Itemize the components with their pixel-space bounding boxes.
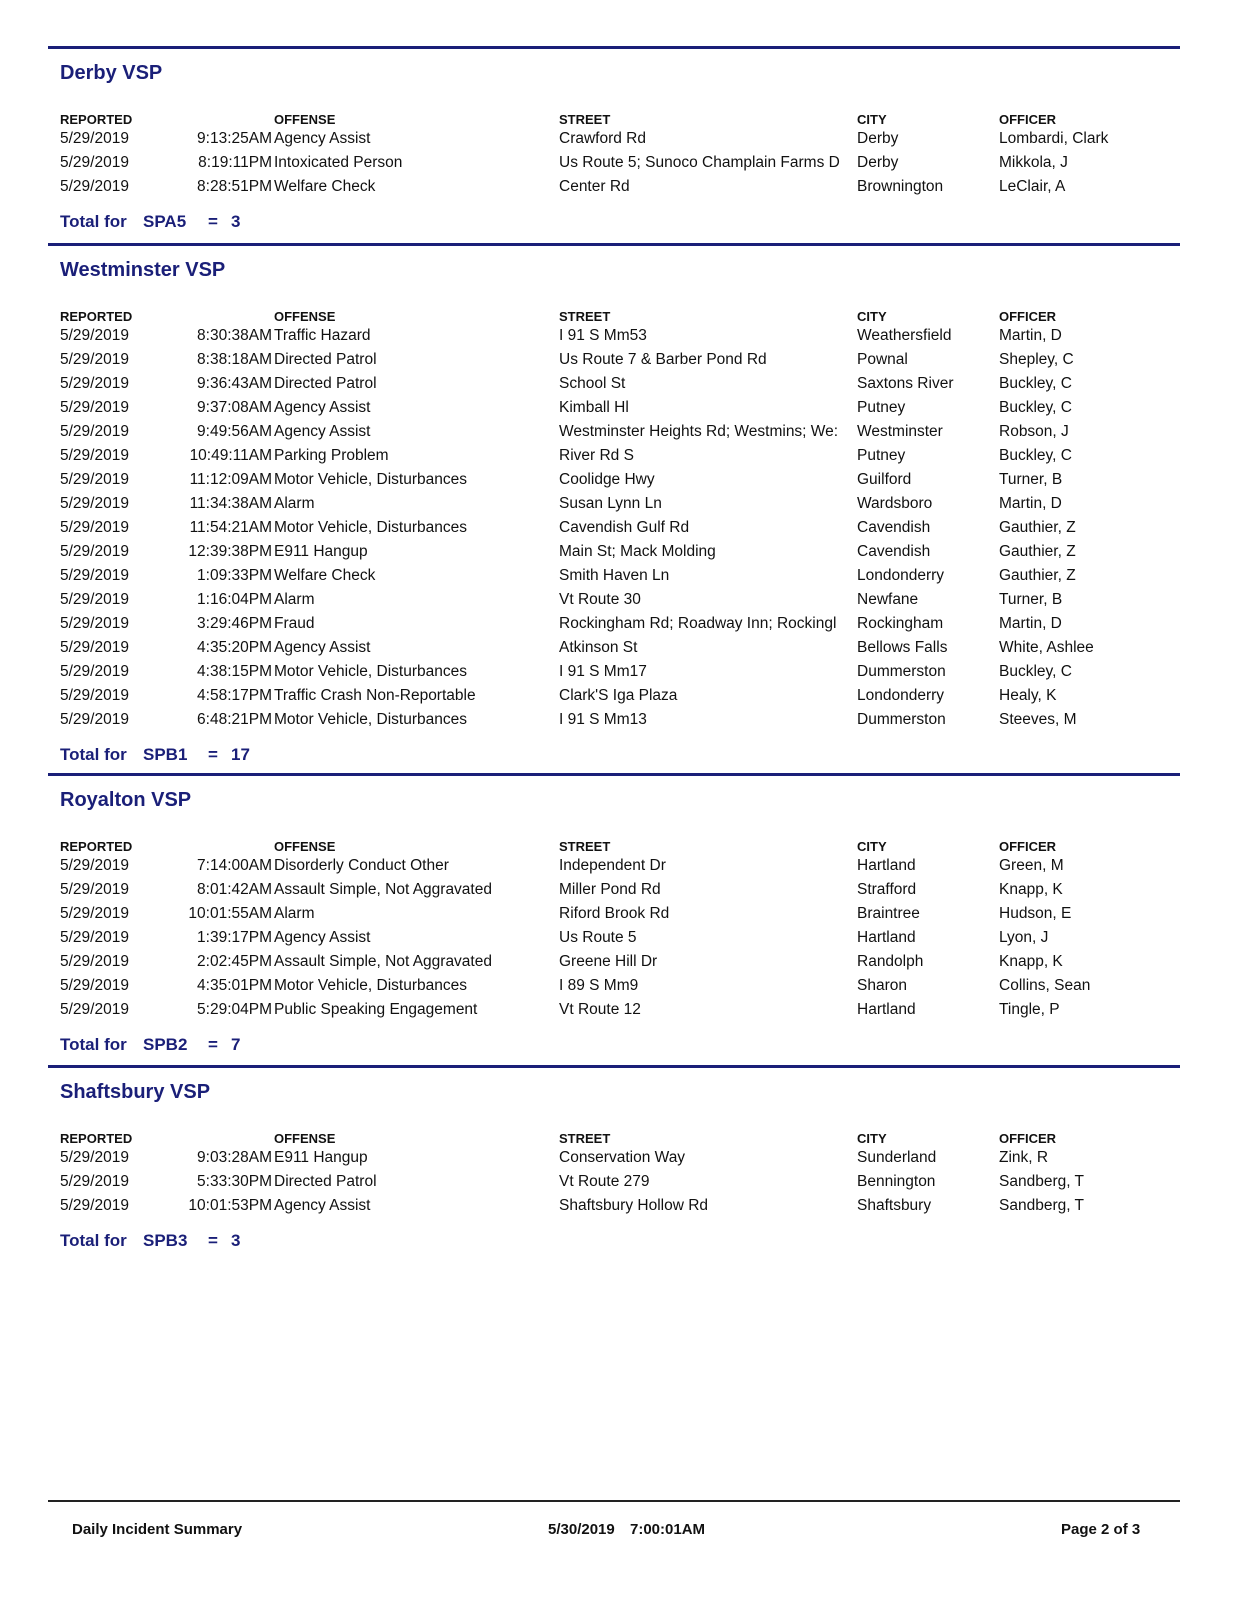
reported-date: 5/29/2019: [60, 687, 129, 704]
street-cell: Susan Lynn Ln: [559, 495, 662, 512]
table-row: [60, 1197, 1170, 1221]
city-cell: Brownington: [857, 178, 944, 195]
city-cell: Strafford: [857, 881, 917, 898]
offense-cell: Fraud: [274, 615, 315, 632]
table-row: [60, 495, 1170, 519]
street-cell: Crawford Rd: [559, 130, 646, 147]
officer-cell: Shepley, C: [999, 351, 1074, 368]
city-cell: Hartland: [857, 857, 916, 874]
street-cell: Vt Route 279: [559, 1173, 650, 1190]
section-westminster: [48, 243, 1180, 764]
column-header-reported: REPORTED: [60, 309, 133, 324]
city-cell: Cavendish: [857, 543, 931, 560]
table-row: [60, 178, 1170, 202]
city-cell: Hartland: [857, 929, 916, 946]
officer-cell: Buckley, C: [999, 447, 1072, 464]
incident-table: [60, 307, 1170, 735]
reported-time: 6:48:21PM: [197, 711, 272, 728]
officer-cell: Steeves, M: [999, 711, 1077, 728]
reported-time: 8:28:51PM: [197, 178, 272, 195]
reported-date: 5/29/2019: [60, 711, 129, 728]
reported-time: 4:38:15PM: [197, 663, 272, 680]
section-shaftsbury: [48, 1065, 1180, 1250]
offense-cell: Motor Vehicle, Disturbances: [274, 519, 467, 536]
section-royalton: [48, 773, 1180, 1054]
reported-time: 10:01:53PM: [188, 1197, 272, 1214]
table-row: [60, 663, 1170, 687]
reported-date: 5/29/2019: [60, 130, 129, 147]
officer-cell: Martin, D: [999, 327, 1062, 344]
reported-date: 5/29/2019: [60, 881, 129, 898]
street-cell: River Rd S: [559, 447, 634, 464]
officer-cell: Knapp, K: [999, 881, 1063, 898]
reported-time: 1:09:33PM: [197, 567, 272, 584]
total-label: Total for: [60, 745, 127, 764]
city-cell: Dummerston: [857, 711, 946, 728]
column-header-offense: OFFENSE: [274, 309, 336, 324]
reported-time: 2:02:45PM: [197, 953, 272, 970]
reported-date: 5/29/2019: [60, 178, 129, 195]
column-header-reported: REPORTED: [60, 839, 133, 854]
table-row: [60, 154, 1170, 178]
table-row: [60, 519, 1170, 543]
table-header: [60, 837, 1170, 857]
reported-date: 5/29/2019: [60, 1197, 129, 1214]
offense-cell: Directed Patrol: [274, 1173, 377, 1190]
table-row: [60, 471, 1170, 495]
offense-cell: Assault Simple, Not Aggravated: [274, 881, 492, 898]
reported-date: 5/29/2019: [60, 929, 129, 946]
reported-time: 5:29:04PM: [197, 1001, 272, 1018]
column-header-reported: REPORTED: [60, 112, 133, 127]
section-divider: [48, 46, 1180, 49]
street-cell: Atkinson St: [559, 639, 638, 656]
footer-page-number: Page 2 of 3: [1061, 1521, 1141, 1538]
officer-cell: Zink, R: [999, 1149, 1049, 1166]
incident-table: [60, 1129, 1170, 1221]
reported-date: 5/29/2019: [60, 423, 129, 440]
offense-cell: Welfare Check: [274, 178, 376, 195]
total-equals: =: [208, 745, 218, 764]
officer-cell: Turner, B: [999, 591, 1063, 608]
offense-cell: Agency Assist: [274, 423, 371, 440]
officer-cell: Healy, K: [999, 687, 1057, 704]
reported-time: 9:13:25AM: [197, 130, 272, 147]
reported-date: 5/29/2019: [60, 639, 129, 656]
offense-cell: E911 Hangup: [274, 543, 368, 560]
street-cell: I 89 S Mm9: [559, 977, 639, 994]
table-row: [60, 543, 1170, 567]
footer-report-name: Daily Incident Summary: [72, 1521, 243, 1538]
street-cell: Independent Dr: [559, 857, 666, 874]
reported-time: 5:33:30PM: [197, 1173, 272, 1190]
city-cell: Randolph: [857, 953, 924, 970]
street-cell: School St: [559, 375, 626, 392]
column-header-reported: REPORTED: [60, 1131, 133, 1146]
officer-cell: Sandberg, T: [999, 1197, 1085, 1214]
table-row: [60, 615, 1170, 639]
city-cell: Wardsboro: [857, 495, 933, 512]
table-row: [60, 929, 1170, 953]
officer-cell: White, Ashlee: [999, 639, 1094, 656]
offense-cell: Parking Problem: [274, 447, 389, 464]
street-cell: Cavendish Gulf Rd: [559, 519, 690, 536]
street-cell: Riford Brook Rd: [559, 905, 670, 922]
city-cell: Cavendish: [857, 519, 931, 536]
column-header-street: STREET: [559, 309, 611, 324]
column-header-city: CITY: [857, 839, 887, 854]
table-row: [60, 567, 1170, 591]
reported-date: 5/29/2019: [60, 905, 129, 922]
city-cell: Derby: [857, 130, 899, 147]
offense-cell: Welfare Check: [274, 567, 376, 584]
reported-time: 9:49:56AM: [197, 423, 272, 440]
total-count: 3: [231, 212, 241, 231]
reported-time: 1:39:17PM: [197, 929, 272, 946]
reported-date: 5/29/2019: [60, 1001, 129, 1018]
table-row: [60, 591, 1170, 615]
offense-cell: Motor Vehicle, Disturbances: [274, 663, 467, 680]
offense-cell: Directed Patrol: [274, 351, 377, 368]
offense-cell: Agency Assist: [274, 639, 371, 656]
street-cell: Greene Hill Dr: [559, 953, 658, 970]
reported-time: 9:37:08AM: [197, 399, 272, 416]
reported-date: 5/29/2019: [60, 399, 129, 416]
column-header-street: STREET: [559, 1131, 611, 1146]
city-cell: Bellows Falls: [857, 639, 948, 656]
reported-time: 7:14:00AM: [197, 857, 272, 874]
reported-time: 8:01:42AM: [197, 881, 272, 898]
street-cell: Smith Haven Ln: [559, 567, 670, 584]
city-cell: Putney: [857, 399, 906, 416]
incident-table: [60, 110, 1170, 202]
officer-cell: LeClair, A: [999, 178, 1066, 195]
street-cell: Shaftsbury Hollow Rd: [559, 1197, 709, 1214]
reported-time: 1:16:04PM: [197, 591, 272, 608]
section-title: Derby VSP: [60, 62, 163, 84]
offense-cell: Agency Assist: [274, 929, 371, 946]
city-cell: Shaftsbury: [857, 1197, 932, 1214]
reported-date: 5/29/2019: [60, 495, 129, 512]
reported-date: 5/29/2019: [60, 519, 129, 536]
column-header-street: STREET: [559, 112, 611, 127]
street-cell: Rockingham Rd; Roadway Inn; Rockingl: [559, 615, 837, 632]
table-row: [60, 1001, 1170, 1025]
city-cell: Braintree: [857, 905, 920, 922]
street-cell: I 91 S Mm53: [559, 327, 647, 344]
reported-date: 5/29/2019: [60, 154, 129, 171]
reported-date: 5/29/2019: [60, 1149, 129, 1166]
total-count: 17: [231, 745, 250, 764]
reported-date: 5/29/2019: [60, 543, 129, 560]
officer-cell: Tingle, P: [999, 1001, 1060, 1018]
city-cell: Westminster: [857, 423, 943, 440]
city-cell: Newfane: [857, 591, 919, 608]
officer-cell: Hudson, E: [999, 905, 1072, 922]
reported-date: 5/29/2019: [60, 327, 129, 344]
offense-cell: Motor Vehicle, Disturbances: [274, 711, 467, 728]
city-cell: Pownal: [857, 351, 908, 368]
total-count: 3: [231, 1231, 241, 1250]
officer-cell: Buckley, C: [999, 399, 1072, 416]
officer-cell: Sandberg, T: [999, 1173, 1085, 1190]
offense-cell: Motor Vehicle, Disturbances: [274, 977, 467, 994]
column-header-city: CITY: [857, 1131, 887, 1146]
city-cell: Dummerston: [857, 663, 946, 680]
officer-cell: Mikkola, J: [999, 154, 1068, 171]
footer-divider: [48, 1500, 1180, 1502]
total-code: SPB1: [143, 745, 188, 764]
offense-cell: E911 Hangup: [274, 1149, 368, 1166]
total-equals: =: [208, 212, 218, 231]
offense-cell: Agency Assist: [274, 1197, 371, 1214]
city-cell: Rockingham: [857, 615, 944, 632]
section-title: Shaftsbury VSP: [60, 1081, 211, 1103]
reported-date: 5/29/2019: [60, 591, 129, 608]
offense-cell: Agency Assist: [274, 130, 371, 147]
incident-table: [60, 837, 1170, 1025]
city-cell: Derby: [857, 154, 899, 171]
street-cell: Main St; Mack Molding: [559, 543, 716, 560]
street-cell: Miller Pond Rd: [559, 881, 661, 898]
reported-date: 5/29/2019: [60, 567, 129, 584]
reported-date: 5/29/2019: [60, 1173, 129, 1190]
table-row: [60, 857, 1170, 881]
section-divider: [48, 1065, 1180, 1068]
table-row: [60, 375, 1170, 399]
officer-cell: Collins, Sean: [999, 977, 1091, 994]
reported-time: 8:30:38AM: [197, 327, 272, 344]
table-row: [60, 327, 1170, 351]
table-row: [60, 711, 1170, 735]
offense-cell: Traffic Crash Non-Reportable: [274, 687, 476, 704]
table-row: [60, 977, 1170, 1001]
offense-cell: Assault Simple, Not Aggravated: [274, 953, 492, 970]
total-label: Total for: [60, 1231, 127, 1250]
column-header-city: CITY: [857, 309, 887, 324]
officer-cell: Lombardi, Clark: [999, 130, 1109, 147]
street-cell: I 91 S Mm13: [559, 711, 647, 728]
table-row: [60, 881, 1170, 905]
offense-cell: Intoxicated Person: [274, 154, 403, 171]
street-cell: Vt Route 12: [559, 1001, 641, 1018]
table-row: [60, 447, 1170, 471]
offense-cell: Traffic Hazard: [274, 327, 371, 344]
reported-date: 5/29/2019: [60, 663, 129, 680]
offense-cell: Agency Assist: [274, 399, 371, 416]
offense-cell: Alarm: [274, 495, 315, 512]
table-row: [60, 1173, 1170, 1197]
city-cell: Guilford: [857, 471, 912, 488]
reported-time: 12:39:38PM: [188, 543, 272, 560]
footer-printed-date: 5/30/2019: [548, 1521, 615, 1538]
column-header-officer: OFFICER: [999, 839, 1057, 854]
total-equals: =: [208, 1035, 218, 1054]
officer-cell: Martin, D: [999, 615, 1062, 632]
reported-date: 5/29/2019: [60, 471, 129, 488]
street-cell: Kimball Hl: [559, 399, 629, 416]
city-cell: Hartland: [857, 1001, 916, 1018]
total-code: SPB2: [143, 1035, 188, 1054]
reported-time: 8:38:18AM: [197, 351, 272, 368]
officer-cell: Gauthier, Z: [999, 543, 1076, 560]
offense-cell: Alarm: [274, 591, 315, 608]
table-row: [60, 905, 1170, 929]
table-row: [60, 351, 1170, 375]
column-header-officer: OFFICER: [999, 1131, 1057, 1146]
officer-cell: Turner, B: [999, 471, 1063, 488]
officer-cell: Buckley, C: [999, 375, 1072, 392]
table-row: [60, 639, 1170, 663]
table-header: [60, 307, 1170, 327]
officer-cell: Gauthier, Z: [999, 567, 1076, 584]
reported-time: 9:36:43AM: [197, 375, 272, 392]
table-row: [60, 423, 1170, 447]
total-code: SPA5: [143, 212, 187, 231]
table-row: [60, 130, 1170, 154]
total-equals: =: [208, 1231, 218, 1250]
reported-time: 9:03:28AM: [197, 1149, 272, 1166]
reported-time: 10:49:11AM: [189, 447, 272, 464]
street-cell: Us Route 7 & Barber Pond Rd: [559, 351, 767, 368]
reported-time: 11:34:38AM: [189, 495, 272, 512]
city-cell: Sharon: [857, 977, 907, 994]
city-cell: Weathersfield: [857, 327, 952, 344]
reported-time: 4:35:20PM: [197, 639, 272, 656]
reported-time: 4:35:01PM: [197, 977, 272, 994]
city-cell: Londonderry: [857, 567, 945, 584]
city-cell: Sunderland: [857, 1149, 937, 1166]
officer-cell: Knapp, K: [999, 953, 1063, 970]
footer-printed-time: 7:00:01AM: [630, 1521, 706, 1538]
officer-cell: Robson, J: [999, 423, 1069, 440]
reported-time: 11:54:21AM: [189, 519, 272, 536]
table-row: [60, 1149, 1170, 1173]
total-label: Total for: [60, 212, 127, 231]
street-cell: Westminster Heights Rd; Westmins; We:: [559, 423, 839, 440]
city-cell: Saxtons River: [857, 375, 954, 392]
column-header-offense: OFFENSE: [274, 839, 336, 854]
street-cell: Us Route 5; Sunoco Champlain Farms D: [559, 154, 840, 171]
table-row: [60, 687, 1170, 711]
table-header: [60, 110, 1170, 130]
officer-cell: Buckley, C: [999, 663, 1072, 680]
offense-cell: Alarm: [274, 905, 315, 922]
reported-date: 5/29/2019: [60, 375, 129, 392]
reported-time: 4:58:17PM: [197, 687, 272, 704]
column-header-officer: OFFICER: [999, 309, 1057, 324]
offense-cell: Directed Patrol: [274, 375, 377, 392]
table-row: [60, 399, 1170, 423]
section-title: Royalton VSP: [60, 789, 192, 811]
reported-date: 5/29/2019: [60, 351, 129, 368]
officer-cell: Martin, D: [999, 495, 1062, 512]
reported-date: 5/29/2019: [60, 857, 129, 874]
offense-cell: Disorderly Conduct Other: [274, 857, 449, 874]
reported-date: 5/29/2019: [60, 953, 129, 970]
street-cell: Us Route 5: [559, 929, 637, 946]
total-label: Total for: [60, 1035, 127, 1054]
city-cell: Putney: [857, 447, 906, 464]
street-cell: I 91 S Mm17: [559, 663, 647, 680]
officer-cell: Green, M: [999, 857, 1064, 874]
column-header-offense: OFFENSE: [274, 112, 336, 127]
reported-time: 8:19:11PM: [198, 154, 272, 171]
street-cell: Coolidge Hwy: [559, 471, 655, 488]
total-code: SPB3: [143, 1231, 188, 1250]
street-cell: Conservation Way: [559, 1149, 686, 1166]
table-header: [60, 1129, 1170, 1149]
officer-cell: Gauthier, Z: [999, 519, 1076, 536]
column-header-officer: OFFICER: [999, 112, 1057, 127]
city-cell: Bennington: [857, 1173, 936, 1190]
reported-time: 3:29:46PM: [197, 615, 272, 632]
section-derby: [48, 46, 1180, 231]
street-cell: Clark'S Iga Plaza: [559, 687, 678, 704]
reported-time: 11:12:09AM: [189, 471, 272, 488]
column-header-city: CITY: [857, 112, 887, 127]
offense-cell: Public Speaking Engagement: [274, 1001, 478, 1018]
column-header-street: STREET: [559, 839, 611, 854]
table-row: [60, 953, 1170, 977]
offense-cell: Motor Vehicle, Disturbances: [274, 471, 467, 488]
reported-date: 5/29/2019: [60, 615, 129, 632]
section-divider: [48, 773, 1180, 776]
reported-date: 5/29/2019: [60, 977, 129, 994]
total-count: 7: [231, 1035, 241, 1054]
column-header-offense: OFFENSE: [274, 1131, 336, 1146]
reported-time: 10:01:55AM: [188, 905, 272, 922]
street-cell: Center Rd: [559, 178, 630, 195]
street-cell: Vt Route 30: [559, 591, 641, 608]
reported-date: 5/29/2019: [60, 447, 129, 464]
section-title: Westminster VSP: [60, 259, 226, 281]
section-divider: [48, 243, 1180, 246]
officer-cell: Lyon, J: [999, 929, 1049, 946]
city-cell: Londonderry: [857, 687, 945, 704]
